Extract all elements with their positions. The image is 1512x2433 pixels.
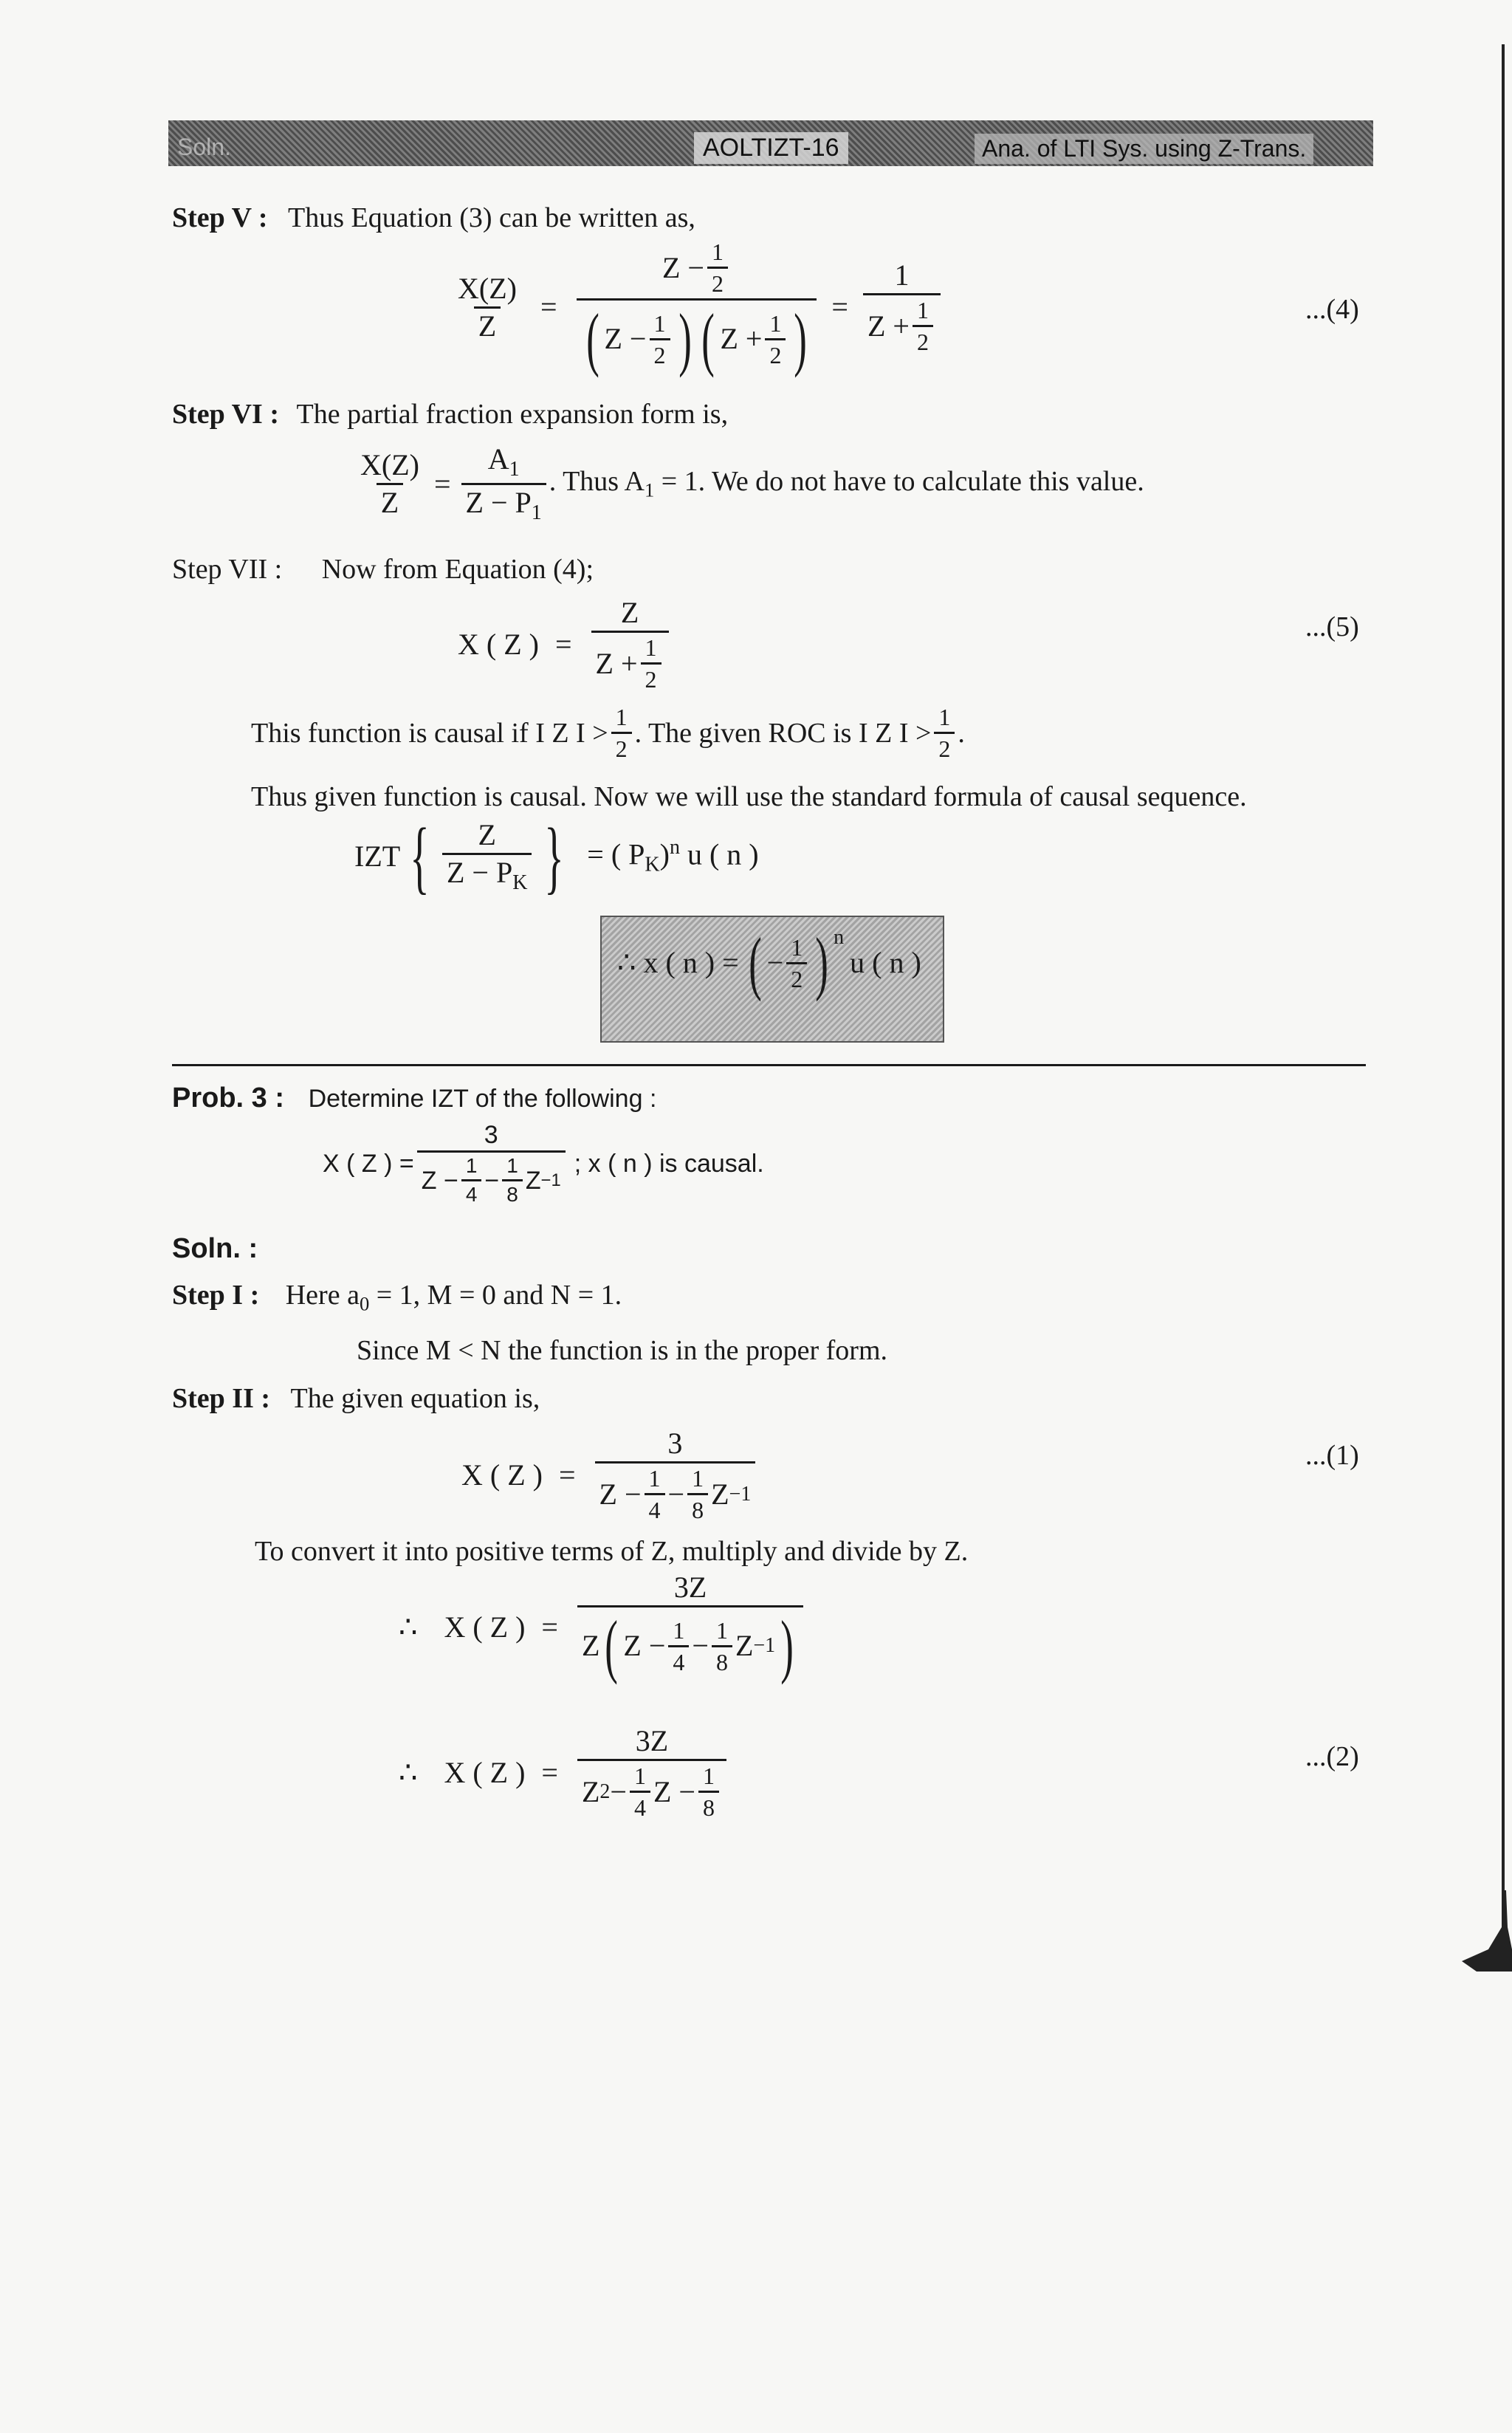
binding-mark <box>1447 1890 1512 1972</box>
result-equation: ∴ x ( n ) = ( − $\frac{1}{2}$ ) $^n$ u ( n ) <box>617 923 921 1002</box>
eq2-number: ...(2) <box>1305 1741 1359 1772</box>
header-right-text: Ana. of LTI Sys. using Z-Trans. <box>975 134 1313 164</box>
step2-text: The given equation is, <box>290 1383 540 1414</box>
header-left-text: Soln. <box>177 134 231 160</box>
step5-text: Thus Equation (3) can be written as, <box>288 202 695 233</box>
eq4-number: ...(4) <box>1305 294 1359 325</box>
equation-5: X ( Z ) = Z Z + $\frac{1}{2}$ <box>458 598 672 691</box>
prob3-line <box>172 1084 656 1112</box>
prob3-label: Prob. 3 : <box>172 1082 285 1113</box>
step6-text: The partial fraction expansion form is, <box>296 399 729 430</box>
section-divider <box>172 1064 1366 1066</box>
convert-text: To convert it into positive terms of Z, multiply and divide by Z. <box>255 1536 969 1567</box>
eq4-lhs: $\frac{X(Z)}{Z}$ <box>458 271 517 343</box>
eq4-middle: Z − $\frac{1}{2}$ ( Z − $\frac{1}{2}$ ) ( Z + $\frac{1}{2}$ ) <box>577 240 817 374</box>
page-edge-line <box>1502 44 1505 1957</box>
causal-statement: Thus given function is causal. Now we will use the standard formula of causal sequence. <box>251 781 1247 812</box>
causal-condition: This function is causal if I Z I > $\frac{1}{2}$ . The given ROC is I Z I > $\frac{1}{2}$ . <box>251 704 965 762</box>
multiplied-equation: ∴ X ( Z ) = 3Z Z ( Z − $\frac{1}{4}$ − $\frac{1}{8}$ Z −1 ) <box>399 1573 806 1681</box>
soln-label: Soln. : <box>172 1233 258 1264</box>
step7-text: Now from Equation (4); <box>321 554 594 585</box>
step5-label: Step V : <box>172 202 268 233</box>
prob3-equation: X ( Z ) = 3 Z − $\frac{1}{4}$ − $\frac{1}{8}$ Z −1 ; x ( n ) is causal. <box>323 1121 764 1206</box>
step1-line2: Since M < N the function is in the proper form. <box>357 1335 888 1366</box>
step6-line <box>172 400 728 428</box>
header-title: AOLTIZT-16 <box>694 132 848 164</box>
step2-line <box>172 1384 540 1413</box>
step7-label: Step VII : <box>172 554 283 585</box>
step1-label: Step I : <box>172 1280 260 1311</box>
izt-formula: IZT { $\frac{Z}{Z - P_K}$ } = ( $P_K)^n$ u ( n ) <box>354 811 759 902</box>
step5-line <box>172 204 695 232</box>
eq4-rhs: 1 Z + $\frac{1}{2}$ <box>863 261 941 354</box>
step2-label: Step II : <box>172 1383 271 1414</box>
equation-4: $\frac{X(Z)}{Z}$ = Z − $\frac{1}{2}$ ( Z − $\frac{1}{2}$ ) ( Z + $\frac{1}{2}$ ) = 1 Z + $\frac{1}{2}$ <box>450 240 944 374</box>
eq1-number: ...(1) <box>1305 1440 1359 1471</box>
step6-equation: $\frac{X(Z)}{Z}$ = $\frac{A_1}{Z - P_1}$ . Thus $A_1 = 1$. We do not have to calculate this value. <box>360 442 1144 524</box>
step1-line: Step I : Here $a_0 = 1$, M = 0 and N = 1. <box>172 1280 622 1315</box>
eq5-number: ...(5) <box>1305 611 1359 642</box>
step6-label: Step VI : <box>172 399 279 430</box>
prob3-text: Determine IZT of the following : <box>308 1085 657 1113</box>
equation-1: X ( Z ) = 3 Z − $\frac{1}{4}$ − $\frac{1}{8}$ Z −1 <box>461 1429 758 1522</box>
step7-line <box>172 555 594 583</box>
equation-2: ∴ X ( Z ) = 3Z Z 2 − $\frac{1}{4}$ Z − $\frac{1}{8}$ <box>399 1726 729 1819</box>
